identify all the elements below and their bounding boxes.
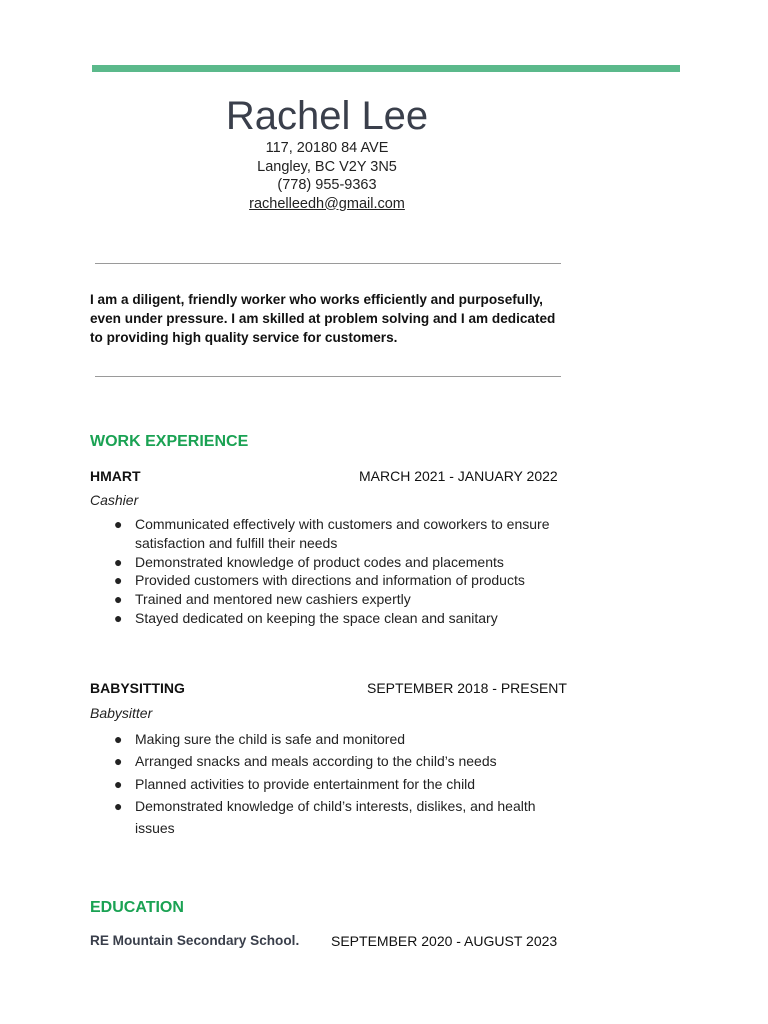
- bullet-icon: ●: [114, 753, 123, 770]
- job-duties-list: [90, 728, 570, 839]
- job-role: Babysitter: [90, 705, 153, 721]
- job-role: Cashier: [90, 492, 139, 508]
- list-item: ● Trained and mentored new cashiers expertly: [114, 591, 411, 608]
- bullet-icon: ●: [114, 572, 123, 589]
- bullet-icon: ●: [114, 553, 123, 570]
- bullet-icon: ●: [114, 609, 123, 626]
- bullet-icon: ●: [114, 775, 123, 792]
- email-link[interactable]: rachelleedh@gmail.com: [249, 195, 405, 212]
- job-company: HMART: [90, 468, 141, 484]
- list-item: ● Demonstrated knowledge of child’s interests, dislikes, and health issues: [90, 795, 570, 840]
- education-dates: SEPTEMBER 2020 - AUGUST 2023: [331, 933, 558, 949]
- list-item: ● Demonstrated knowledge of product codes and placements: [114, 553, 504, 570]
- job-company: BABYSITTING: [90, 680, 185, 696]
- education-heading: EDUCATION: [90, 899, 184, 916]
- phone-number: (778) 955-9363: [277, 177, 377, 193]
- list-item: ● Stayed dedicated on keeping the space clean and sanitary: [114, 609, 498, 626]
- divider-bottom: [95, 376, 561, 377]
- job-dates: SEPTEMBER 2018 - PRESENT: [367, 680, 567, 696]
- list-item: ● Making sure the child is safe and monitored: [90, 728, 570, 750]
- education-school: RE Mountain Secondary School.: [90, 933, 300, 948]
- work-experience-heading: WORK EXPERIENCE: [90, 433, 249, 450]
- bullet-icon: ●: [114, 591, 123, 608]
- job-duties-list: [90, 515, 570, 628]
- candidate-name: Rachel Lee: [225, 94, 429, 138]
- summary-paragraph: I am a diligent, friendly worker who works efficiently and purposefully, even under pressure. I am skilled at problem solving and I am dedicated to providing high quality service for customers.: [90, 292, 556, 345]
- list-item: ● Provided customers with directions and information of products: [114, 572, 525, 589]
- address-line-1: 117, 20180 84 AVE: [265, 140, 389, 156]
- divider-top: [95, 263, 561, 264]
- job-dates: MARCH 2021 - JANUARY 2022: [359, 468, 558, 484]
- bullet-icon: ●: [114, 797, 123, 814]
- bullet-icon: ●: [114, 516, 123, 532]
- contact-info: [92, 139, 562, 213]
- list-item: ● Arranged snacks and meals according to the child’s needs: [90, 750, 570, 772]
- header-accent-bar: [92, 65, 680, 72]
- bullet-icon: ●: [114, 731, 123, 747]
- list-item: ● Communicated effectively with customers and coworkers to ensure satisfaction and fulfill their needs: [114, 516, 550, 551]
- address-line-2: Langley, BC V2Y 3N5: [257, 158, 397, 175]
- list-item: ● Planned activities to provide entertainment for the child: [90, 773, 570, 795]
